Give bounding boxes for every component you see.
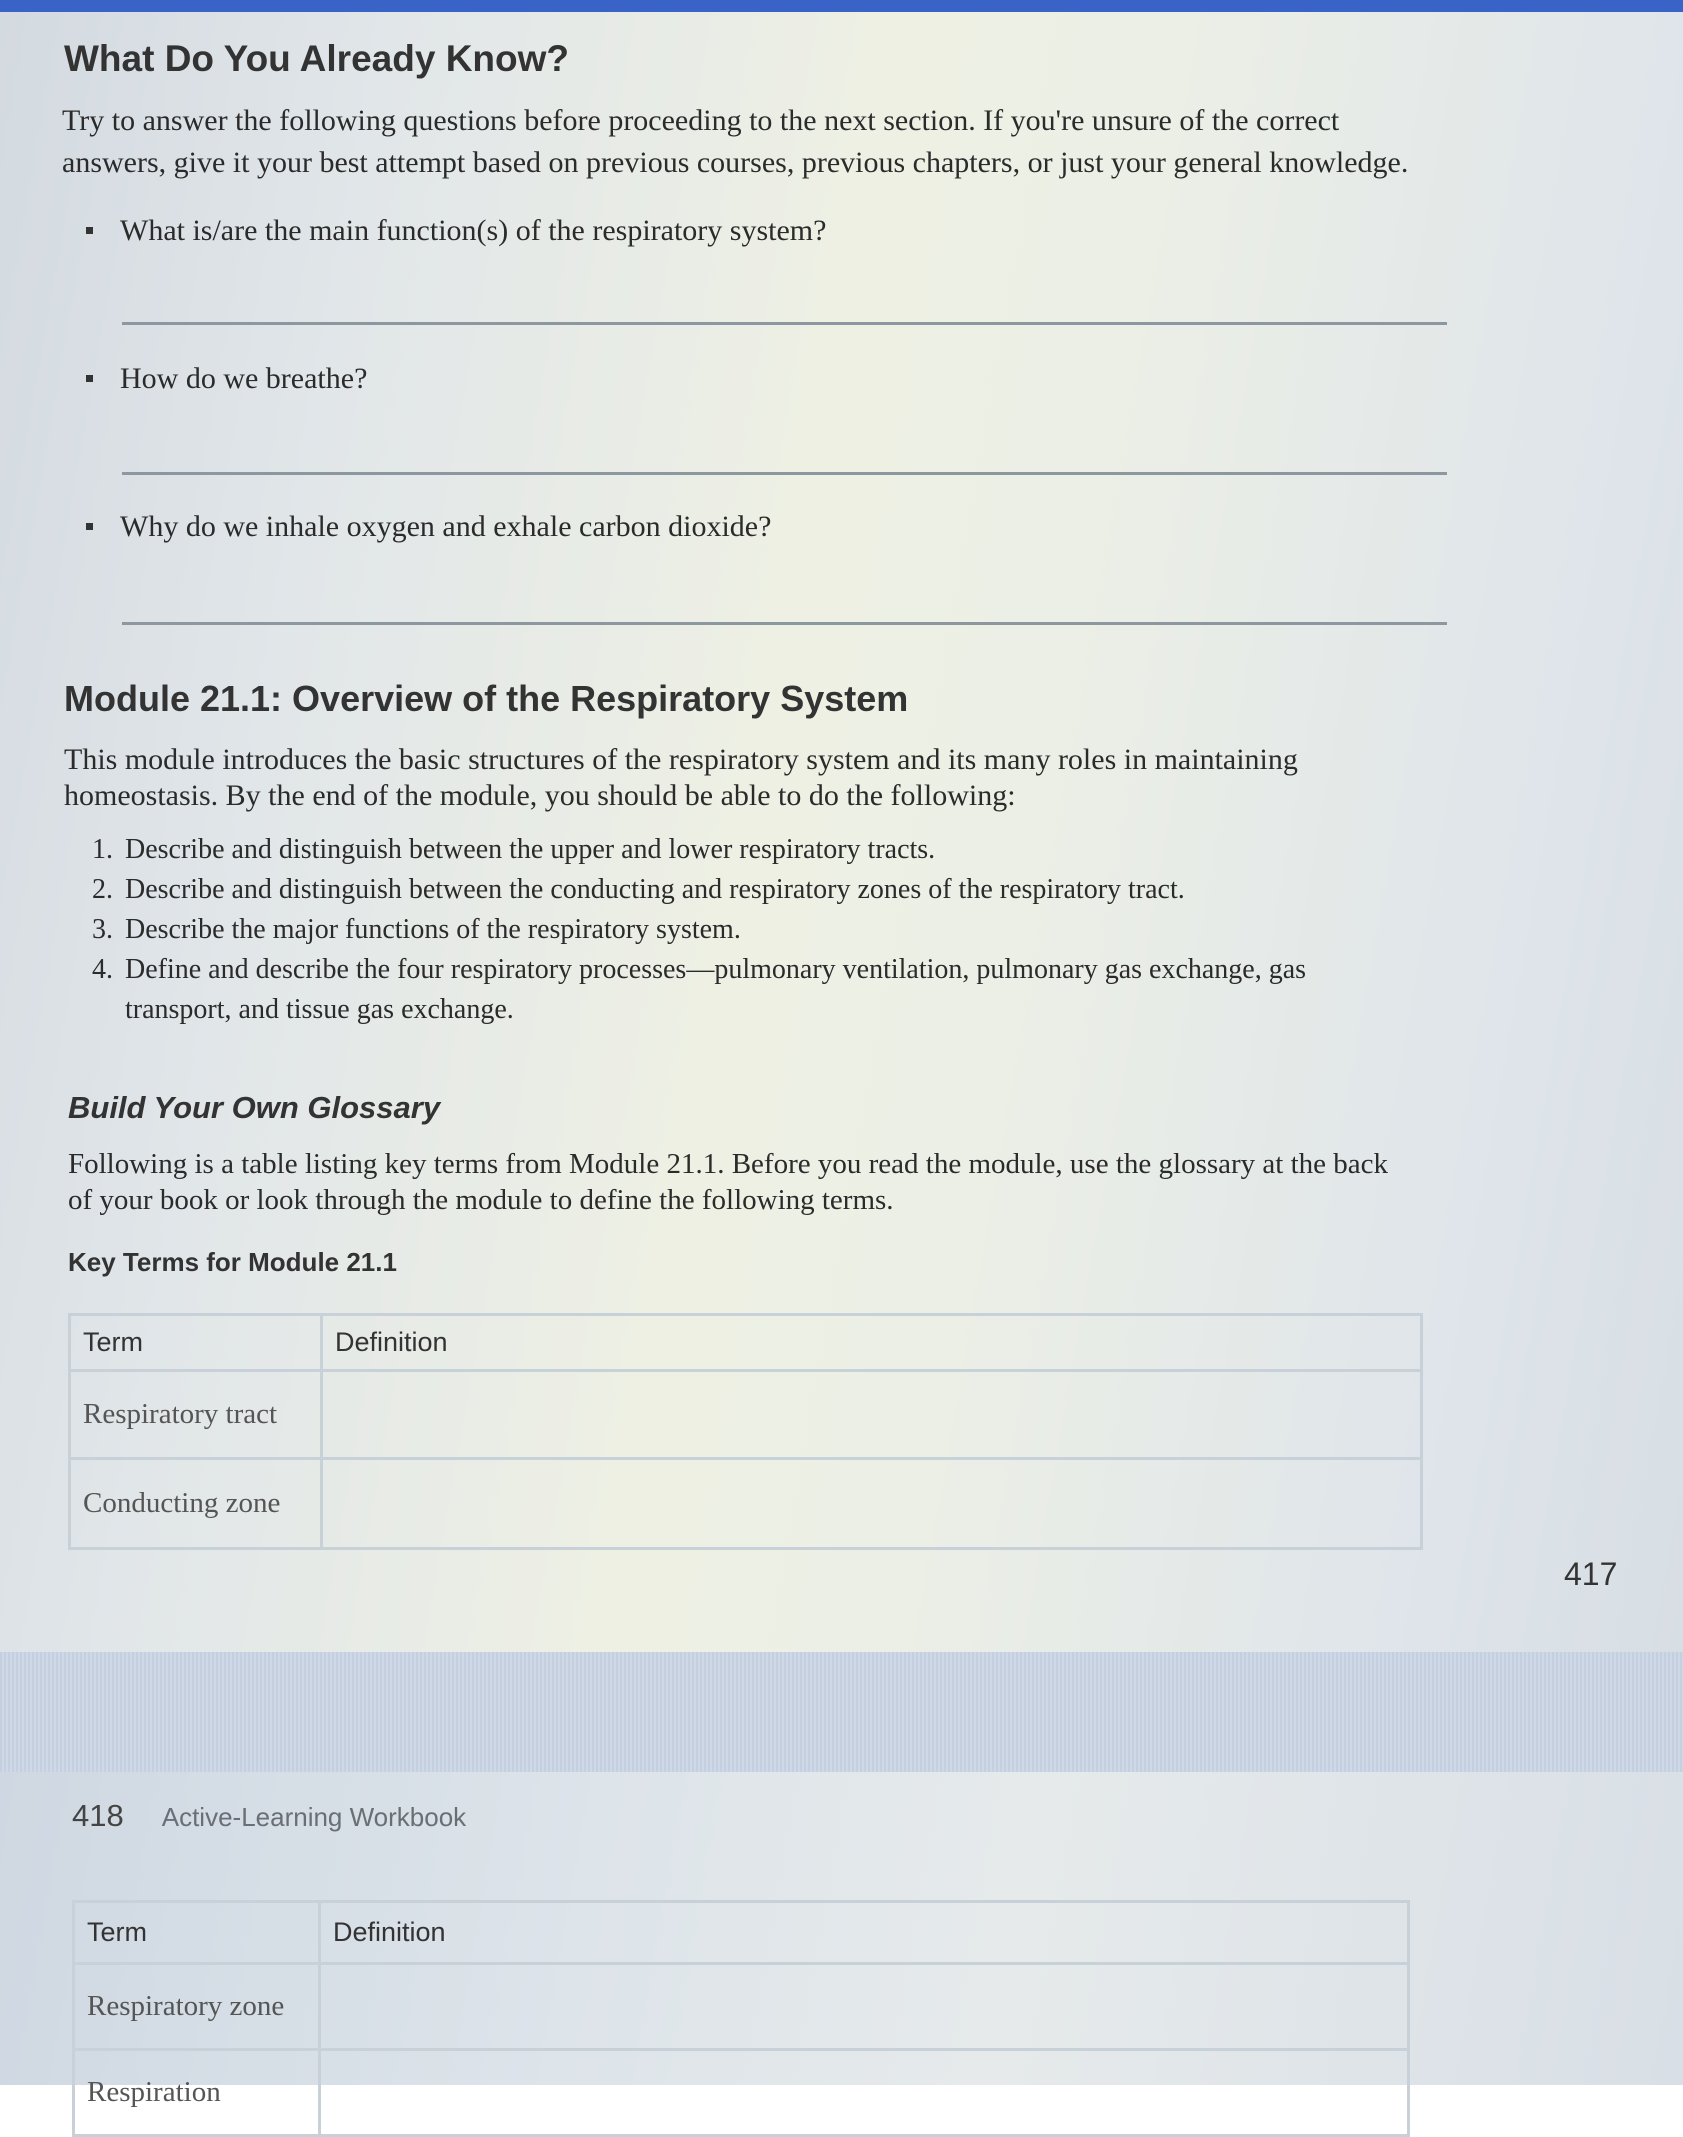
table-row [70, 1371, 1422, 1459]
objectives-list [92, 830, 1412, 1030]
running-head [72, 1798, 466, 1834]
answer-line-2[interactable] [122, 472, 1447, 475]
header-definition: Definition [320, 1902, 1409, 1964]
term-cell: Conducting zone [70, 1459, 322, 1549]
top-edge-bar [0, 0, 1683, 12]
definition-cell[interactable] [320, 2050, 1409, 2136]
definition-cell[interactable] [322, 1459, 1422, 1549]
term-cell: Respiratory zone [74, 1964, 320, 2050]
definition-cell[interactable] [320, 1964, 1409, 2050]
module-intro: This module introduces the basic structures of the respiratory system and its many roles in maintaining homeostasis. By the end of the module, you should be able to do the following: [64, 743, 1298, 812]
header-term: Term [74, 1902, 320, 1964]
header-term: Term [70, 1315, 322, 1371]
question-2: How do we breathe? [120, 362, 368, 395]
term-cell: Respiration [74, 2050, 320, 2136]
glossary-intro: Following is a table listing key terms from Module 21.1. Before you read the module, use the glossary at the back of your book or look through the module to define the following terms. [68, 1148, 1389, 1216]
section-intro: Try to answer the following questions before proceeding to the next section. If you're unsure of the correct answers, give it your best attempt based on previous courses, previous chapters, or just your general knowledge. [62, 104, 1409, 179]
table-caption: Key Terms for Module 21.1 [68, 1247, 397, 1277]
answer-line-3[interactable] [122, 622, 1447, 625]
objective-item: 1. Describe and distinguish between the upper and lower respiratory tracts. [92, 834, 936, 865]
answer-line-1[interactable] [122, 322, 1447, 325]
table-row [74, 2050, 1409, 2136]
header-definition: Definition [322, 1315, 1422, 1371]
term-cell: Respiratory tract [70, 1371, 322, 1459]
page-number: 418 [72, 1798, 124, 1833]
definition-cell[interactable] [322, 1371, 1422, 1459]
section-title: What Do You Already Know? [64, 38, 569, 79]
objective-item: 4. Define and describe the four respiratory processes—pulmonary ventilation, pulmonary gas exchange, gas transport, and tissue gas exchange. [92, 954, 1307, 1025]
table-header-row [74, 1902, 1409, 1964]
table-row [74, 1964, 1409, 2050]
question-1: What is/are the main function(s) of the respiratory system? [120, 214, 827, 247]
glossary-title: Build Your Own Glossary [68, 1090, 441, 1125]
page-gutter [0, 1652, 1683, 1772]
bullet-icon [86, 227, 93, 234]
bullet-icon [86, 523, 93, 530]
key-terms-table-1 [68, 1313, 1423, 1550]
key-terms-table-2 [72, 1900, 1410, 2137]
objective-item: 2. Describe and distinguish between the conducting and respiratory zones of the respiratory tract. [92, 874, 1185, 905]
module-title: Module 21.1: Overview of the Respiratory System [64, 678, 909, 719]
table-row [70, 1459, 1422, 1549]
objective-item: 3. Describe the major functions of the respiratory system. [92, 914, 741, 945]
page-number: 417 [1564, 1556, 1618, 1592]
workbook-title: Active-Learning Workbook [161, 1802, 467, 1832]
bullet-icon [86, 375, 93, 382]
question-3: Why do we inhale oxygen and exhale carbon dioxide? [120, 510, 772, 543]
table-header-row [70, 1315, 1422, 1371]
